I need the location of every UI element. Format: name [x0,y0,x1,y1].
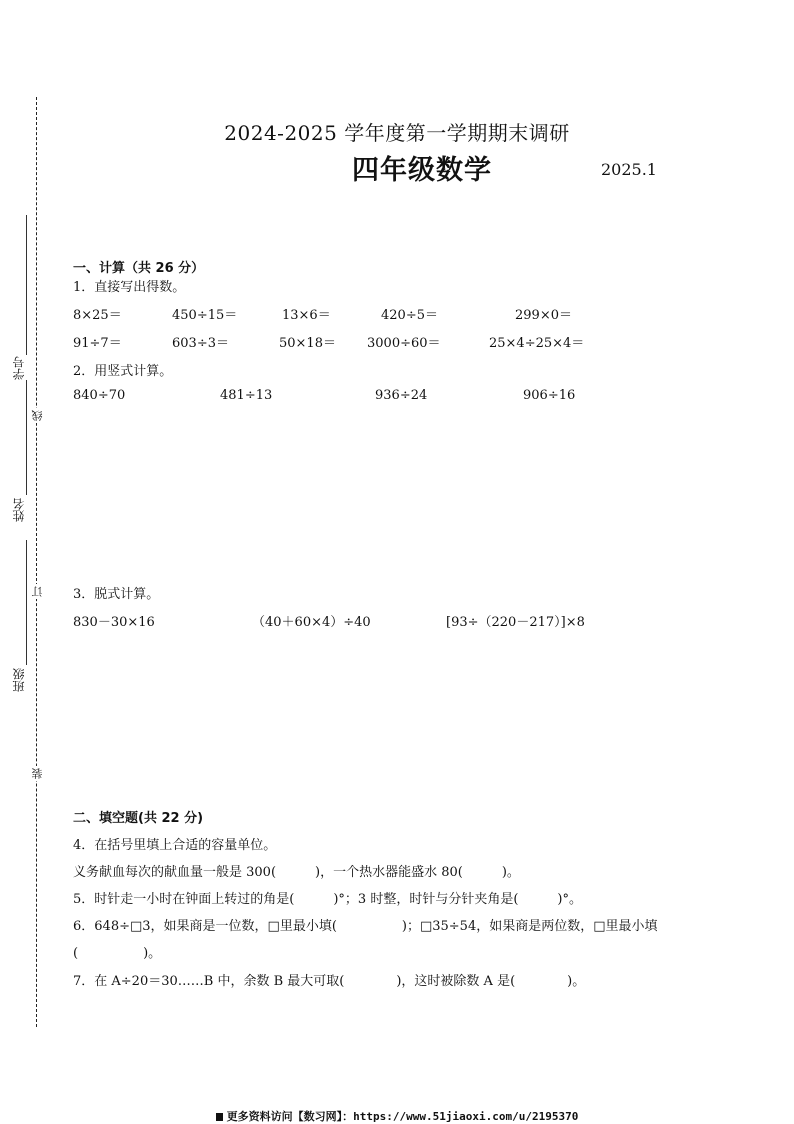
class-line [26,540,27,665]
exam-date: 2025.1 [601,160,657,179]
q3-item: （40＋60×4）÷40 [252,615,371,630]
q2-item: 481÷13 [220,388,273,403]
q7-line: 7．在 A÷20＝30……B 中，余数 B 最大可取( )，这时被除数 A 是( )。 [73,974,586,989]
margin-mark-line: 线 [31,410,44,421]
q1-item: 8×25＝ [73,308,122,323]
q4-line: 义务献血每次的献血量一般是 300( )，一个热水器能盛水 80( )。 [73,865,520,880]
student-id-line [26,215,27,355]
q6-line1: 6．648÷□3，如果商是一位数，□里最小填( )；□35÷54，如果商是两位数，□里最小填 [73,919,658,934]
q1-item: 13×6＝ [282,308,331,323]
q1-item: 603÷3＝ [172,336,229,351]
q2-item: 936÷24 [375,388,428,403]
exam-subject: 四年级数学 [352,155,492,186]
name-line [26,380,27,495]
q6-line2: ( )。 [73,946,162,961]
exam-title: 2024-2025 学年度第一学期期末调研 [224,121,570,145]
footer-link[interactable] [0,1108,794,1124]
q1-item: 50×18＝ [279,336,336,351]
q1-label: 1．直接写出得数。 [73,280,186,295]
q1-item: 299×0＝ [515,308,572,323]
q1-item: 3000÷60＝ [367,336,441,351]
q1-item: 450÷15＝ [172,308,238,323]
q3-label: 3．脱式计算。 [73,587,160,602]
q2-item: 840÷70 [73,388,126,403]
class-label: 班级 [12,668,26,692]
section2-heading: 二、填空题(共 22 分) [73,811,204,826]
q1-item: 91÷7＝ [73,336,122,351]
q2-label: 2．用竖式计算。 [73,364,173,379]
q1-item: 420÷5＝ [381,308,438,323]
binding-dashed-line [36,97,37,1027]
flag-icon [216,1113,223,1121]
q5-line: 5．时针走一小时在钟面上转过的角是( )°；3 时整，时针与分针夹角是( )°。 [73,892,582,907]
q4-label: 4．在括号里填上合适的容量单位。 [73,838,277,853]
margin-mark-ding: 订 [31,586,44,597]
student-id-label: 学号 [12,356,26,380]
q3-item: 830－30×16 [73,615,155,630]
footer-text: 更多资料访问【数习网】：https://www.51jiaoxi.com/u/2195370 [226,1110,579,1123]
name-label: 姓名 [12,498,26,522]
q2-item: 906÷16 [523,388,576,403]
q1-item: 25×4÷25×4＝ [489,336,585,351]
q3-item: [93÷（220－217）]×8 [446,615,585,630]
margin-mark-zhuang: 装 [31,768,44,779]
section1-heading: 一、计算（共 26 分） [73,261,205,276]
